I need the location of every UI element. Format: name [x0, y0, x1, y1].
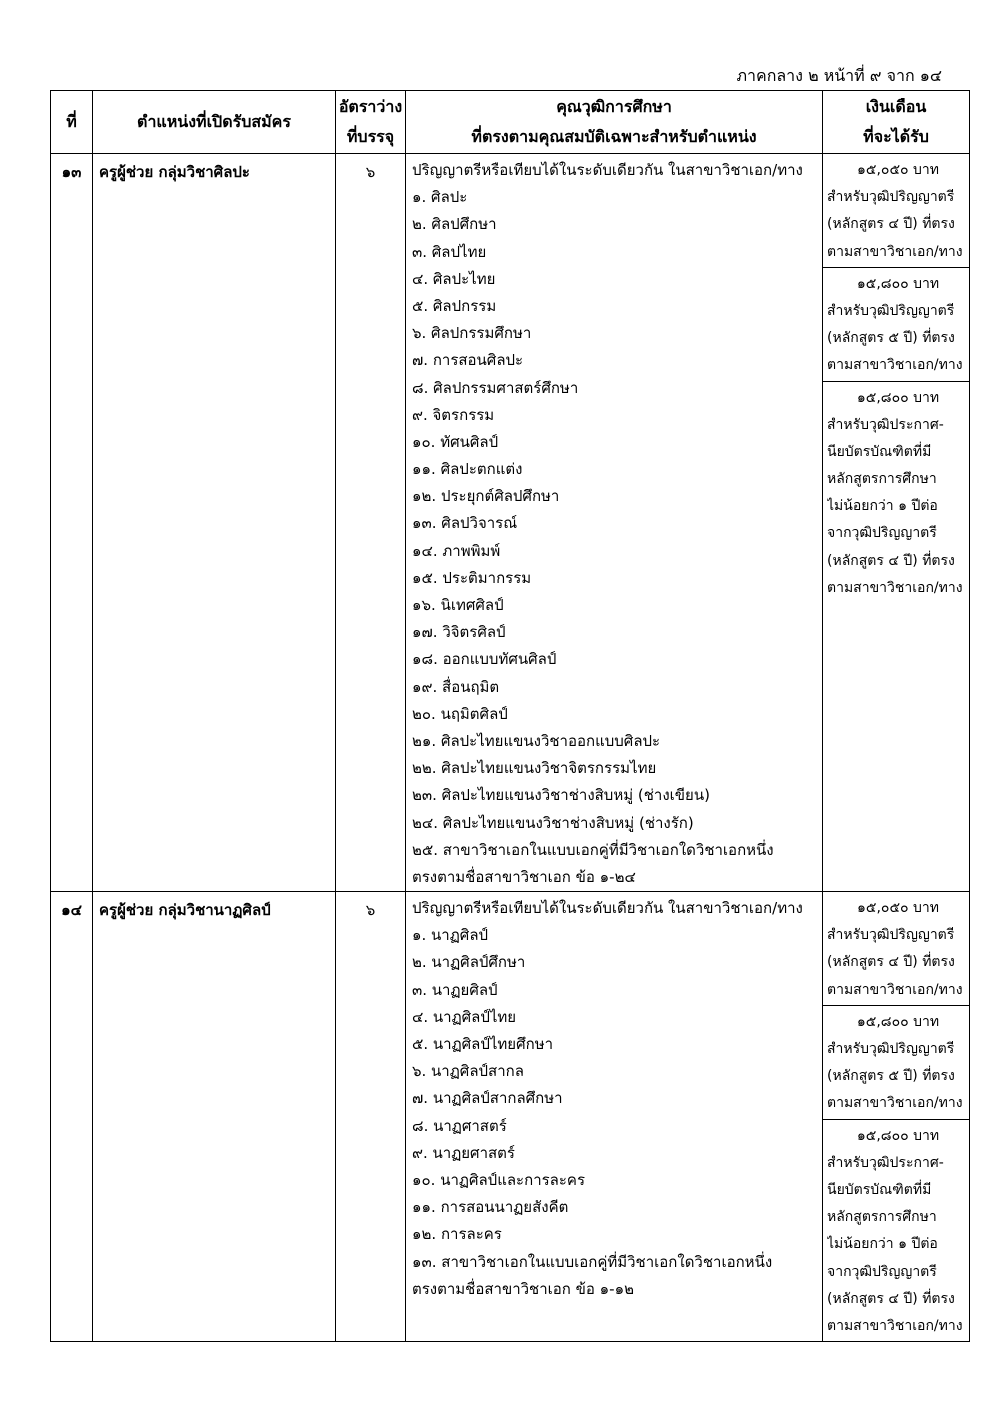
table-header-row	[51, 91, 970, 154]
qualification-header: ปริญญาตรีหรือเทียบได้ในระดับเดียวกัน ในสาขาวิชาเอก/ทาง	[412, 161, 803, 179]
vacancy-count: ๖	[336, 892, 406, 1342]
salary-block	[823, 892, 969, 1006]
position-table	[50, 90, 970, 1342]
salary-amount: ๑๕,๘๐๐ บาท	[856, 1127, 940, 1144]
qualification-item: ๑๒. การละคร	[412, 1225, 502, 1244]
qualification-item: ๒๔. ศิลปะไทยแขนงวิชาช่างสิบหมู่ (ช่างรัก)	[412, 813, 694, 832]
salary-condition: ตามสาขาวิชาเอก/ทาง	[827, 579, 963, 596]
salary-condition: ไม่น้อยกว่า ๑ ปีต่อ	[827, 498, 938, 515]
qualification-item: ๑๔. ภาพพิมพ์	[412, 541, 501, 560]
salary-condition: สำหรับวุฒิประกาศ-	[827, 1154, 944, 1171]
qualification-cell	[406, 154, 823, 892]
salary-condition: สำหรับวุฒิปริญญาตรี	[827, 302, 955, 319]
salary-condition: (หลักสูตร ๔ ปี) ที่ตรง	[827, 216, 955, 233]
qualification-item: ๓. ศิลปไทย	[412, 242, 487, 261]
qualification-item: ๘. นาฏศาสตร์	[412, 1116, 507, 1135]
salary-condition: สำหรับวุฒิปริญญาตรี	[827, 927, 955, 944]
qualification-cell	[406, 892, 823, 1342]
qualification-item: ๑๓. ศิลปวิจารณ์	[412, 514, 518, 533]
salary-block	[823, 1006, 969, 1120]
qualification-item: ตรงตามชื่อสาขาวิชาเอก ข้อ ๑-๑๒	[412, 1279, 635, 1298]
qualification-item: ๔. ศิลปะไทย	[412, 269, 496, 288]
header-salary-line2: ที่จะได้รับ	[863, 127, 929, 146]
salary-condition: สำหรับวุฒิปริญญาตรี	[827, 189, 955, 206]
qualification-item: ๘. ศิลปกรรมศาสตร์ศึกษา	[412, 378, 579, 397]
qualification-item: ๕. นาฏศิลป์ไทยศึกษา	[412, 1035, 554, 1053]
salary-condition: (หลักสูตร ๔ ปี) ที่ตรง	[827, 1290, 955, 1307]
qualification-item: ๖. นาฏศิลป์สากล	[412, 1062, 524, 1081]
qualification-item: ๗. นาฏศิลป์สากลศึกษา	[412, 1089, 563, 1108]
row-number: ๑๓	[51, 154, 93, 892]
qualification-item: ๙. นาฏยศาสตร์	[412, 1143, 515, 1162]
salary-condition: ตามสาขาวิชาเอก/ทาง	[827, 357, 963, 374]
header-rate	[336, 91, 406, 154]
qualification-item: ๑๐. ทัศนศิลป์	[412, 432, 499, 451]
salary-condition: จากวุฒิปริญญาตรี	[827, 525, 937, 542]
salary-amount: ๑๕,๘๐๐ บาท	[856, 389, 940, 406]
qualification-item: ๓. นาฏยศิลป์	[412, 980, 498, 999]
salary-block	[823, 268, 969, 382]
salary-block	[823, 154, 969, 268]
qualification-item: ๑. นาฏศิลป์	[412, 926, 489, 945]
salary-cell	[823, 892, 970, 1342]
salary-block	[823, 382, 969, 604]
qualification-item: ๕. ศิลปกรรม	[412, 296, 497, 315]
salary-condition: ตามสาขาวิชาเอก/ทาง	[827, 1095, 963, 1112]
qualification-item: ๒๑. ศิลปะไทยแขนงวิชาออกแบบศิลปะ	[412, 731, 661, 750]
salary-amount: ๑๕,๘๐๐ บาท	[856, 275, 940, 292]
qualification-item: ๑. ศิลปะ	[412, 188, 468, 207]
qualification-item: ๒๐. นฤมิตศิลป์	[412, 704, 508, 723]
salary-condition: นียบัตรบัณฑิตที่มี	[827, 1181, 932, 1198]
header-position: ตำแหน่งที่เปิดรับสมัคร	[93, 91, 336, 154]
qualification-item: ๑๑. ศิลปะตกแต่ง	[412, 460, 523, 479]
salary-condition: (หลักสูตร ๕ ปี) ที่ตรง	[827, 1068, 955, 1085]
salary-condition: สำหรับวุฒิประกาศ-	[827, 416, 944, 433]
qualification-item: ๑๐. นาฏศิลป์และการละคร	[412, 1170, 586, 1189]
salary-condition: (หลักสูตร ๕ ปี) ที่ตรง	[827, 330, 955, 347]
qualification-item: ๒. นาฏศิลป์ศึกษา	[412, 953, 526, 972]
salary-condition: ตามสาขาวิชาเอก/ทาง	[827, 981, 963, 998]
salary-condition: (หลักสูตร ๔ ปี) ที่ตรง	[827, 954, 955, 971]
salary-condition: นียบัตรบัณฑิตที่มี	[827, 443, 932, 460]
salary-block	[823, 1120, 969, 1342]
qualification-item: ๑๖. นิเทศศิลป์	[412, 596, 504, 614]
qualification-item: ๗. การสอนศิลปะ	[412, 351, 524, 370]
page-header: ภาคกลาง ๒ หน้าที่ ๙ จาก ๑๔	[736, 66, 942, 85]
header-salary-line1: เงินเดือน	[865, 97, 927, 116]
salary-amount: ๑๕,๐๕๐ บาท	[856, 900, 940, 917]
qualification-item: ๑๗. วิจิตรศิลป์	[412, 623, 506, 642]
salary-condition: หลักสูตรการศึกษา	[827, 471, 937, 488]
table-body	[51, 154, 970, 1342]
header-rate-line2: ที่บรรจุ	[346, 127, 395, 146]
salary-condition: จากวุฒิปริญญาตรี	[827, 1263, 937, 1280]
vacancy-count: ๖	[336, 154, 406, 892]
qualification-item: ๑๙. สื่อนฤมิต	[412, 677, 500, 696]
header-qualification	[406, 91, 823, 154]
salary-condition: ตามสาขาวิชาเอก/ทาง	[827, 1317, 963, 1334]
qualification-header: ปริญญาตรีหรือเทียบได้ในระดับเดียวกัน ในสาขาวิชาเอก/ทาง	[412, 899, 803, 918]
salary-amount: ๑๕,๐๕๐ บาท	[856, 162, 940, 178]
qualification-item: ๙. จิตรกรรม	[412, 405, 495, 424]
header-salary	[823, 91, 970, 154]
position-name: ครูผู้ช่วย กลุ่มวิชานาฏศิลป์	[93, 892, 336, 1342]
qualification-item: ๑๕. ประติมากรรม	[412, 568, 532, 587]
qualification-item: ๒๕. สาขาวิชาเอกในแบบเอกคู่ที่มีวิชาเอกใดวิชาเอกหนึ่ง	[412, 840, 774, 859]
qualification-item: ตรงตามชื่อสาขาวิชาเอก ข้อ ๑-๒๔	[412, 867, 636, 886]
salary-condition: หลักสูตรการศึกษา	[827, 1209, 937, 1226]
salary-condition: ไม่น้อยกว่า ๑ ปีต่อ	[827, 1236, 938, 1253]
header-qual-line1: คุณวุฒิการศึกษา	[556, 97, 672, 116]
qualification-item: ๑๑. การสอนนาฏยสังคีต	[412, 1198, 569, 1217]
qualification-item: ๒๓. ศิลปะไทยแขนงวิชาช่างสิบหมู่ (ช่างเขียน)	[412, 786, 710, 805]
row-number: ๑๔	[51, 892, 93, 1342]
header-no: ที่	[51, 91, 93, 154]
qualification-item: ๑๓. สาขาวิชาเอกในแบบเอกคู่ที่มีวิชาเอกใดวิชาเอกหนึ่ง	[412, 1252, 773, 1271]
qualification-item: ๔. นาฏศิลป์ไทย	[412, 1007, 517, 1026]
table-row	[51, 892, 970, 1342]
header-qual-line2: ที่ตรงตามคุณสมบัติเฉพาะสำหรับตำแหน่ง	[471, 127, 757, 146]
salary-amount: ๑๕,๘๐๐ บาท	[856, 1013, 940, 1030]
salary-condition: สำหรับวุฒิปริญญาตรี	[827, 1041, 955, 1057]
qualification-item: ๒. ศิลปศึกษา	[412, 215, 497, 234]
qualification-item: ๒๒. ศิลปะไทยแขนงวิชาจิตรกรรมไทย	[412, 759, 657, 778]
qualification-item: ๖. ศิลปกรรมศึกษา	[412, 324, 532, 343]
header-rate-line1: อัตราว่าง	[338, 97, 403, 116]
salary-condition: ตามสาขาวิชาเอก/ทาง	[827, 243, 963, 260]
salary-condition: (หลักสูตร ๔ ปี) ที่ตรง	[827, 552, 955, 569]
table-row	[51, 154, 970, 892]
qualification-item: ๑๒. ประยุกต์ศิลปศึกษา	[412, 487, 560, 506]
qualification-item: ๑๘. ออกแบบทัศนศิลป์	[412, 650, 557, 669]
salary-cell	[823, 154, 970, 892]
position-name: ครูผู้ช่วย กลุ่มวิชาศิลปะ	[93, 154, 336, 892]
